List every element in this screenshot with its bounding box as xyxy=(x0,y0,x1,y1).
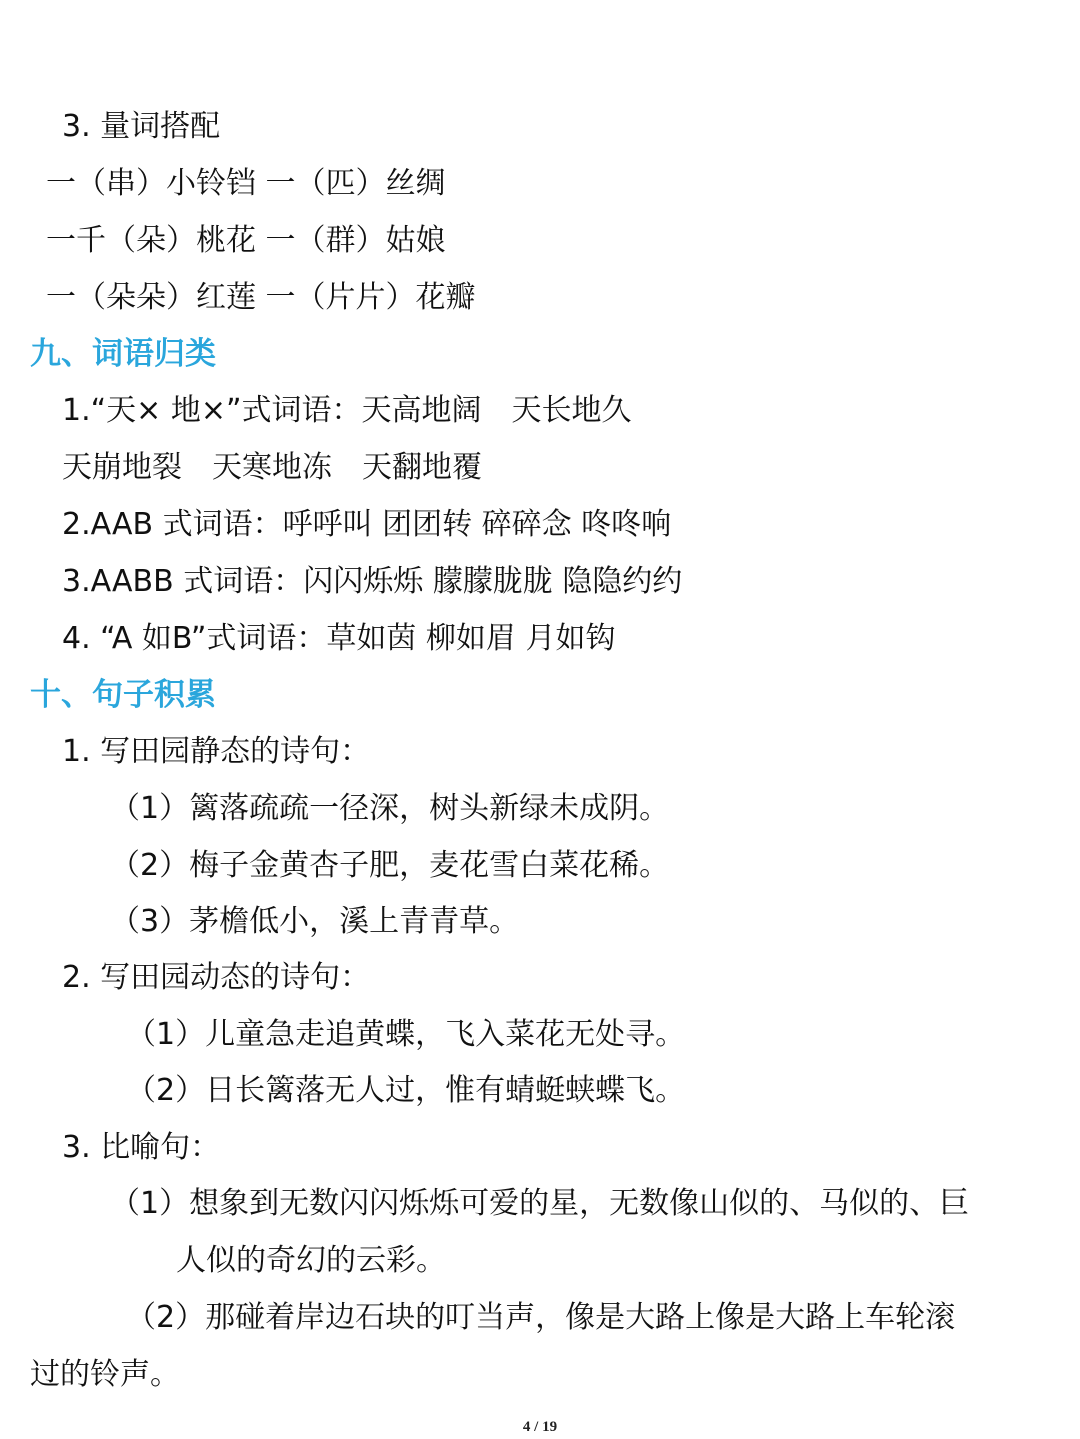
sentence-line: 2. 写田园动态的诗句： xyxy=(62,960,371,995)
sentence-line: （1）儿童急走追黄蝶，飞入菜花无处寻。 xyxy=(126,1017,686,1052)
sentence-line: （2）日长篱落无人过，惟有蜻蜓蛱蝶飞。 xyxy=(126,1073,686,1108)
sentence-line: 人似的奇幻的云彩。 xyxy=(176,1243,446,1278)
measure-line: 一（朵朵）红莲 一（片片）花瓣 xyxy=(46,280,476,315)
measure-line: 一千（朵）桃花 一（群）姑娘 xyxy=(46,223,446,258)
section-heading-10: 十、句子积累 xyxy=(30,677,216,713)
word-category-line: 2.AAB 式词语：呼呼叫 团团转 碎碎念 咚咚响 xyxy=(62,507,672,542)
sentence-line: （2）那碰着岸边石块的叮当声，像是大路上像是大路上车轮滚 xyxy=(126,1300,956,1335)
sentence-line: （3）茅檐低小，溪上青青草。 xyxy=(110,904,520,939)
sentence-line: 3. 比喻句： xyxy=(62,1130,221,1165)
sentence-line: （1）想象到无数闪闪烁烁可爱的星，无数像山似的、马似的、巨 xyxy=(110,1186,970,1221)
measure-line: 一（串）小铃铛 一（匹）丝绸 xyxy=(46,166,446,201)
sentence-line: （2）梅子金黄杏子肥，麦花雪白菜花稀。 xyxy=(110,848,670,883)
sentence-line: 1. 写田园静态的诗句： xyxy=(62,734,371,769)
sentence-line: 过的铃声。 xyxy=(30,1357,180,1392)
word-category-line: 1.“天× 地×”式词语：天高地阔 天长地久 xyxy=(62,393,632,428)
item3-title: 3. 量词搭配 xyxy=(62,109,221,144)
sentence-line: （1）篱落疏疏一径深，树头新绿未成阴。 xyxy=(110,791,670,826)
page-number: 4 / 19 xyxy=(522,1419,558,1435)
word-category-line: 天崩地裂 天寒地冻 天翻地覆 xyxy=(62,450,482,485)
section-heading-9: 九、词语归类 xyxy=(30,336,216,372)
word-category-line: 4. “A 如B”式词语：草如茵 柳如眉 月如钩 xyxy=(62,621,616,656)
word-category-line: 3.AABB 式词语：闪闪烁烁 朦朦胧胧 隐隐约约 xyxy=(62,564,683,599)
